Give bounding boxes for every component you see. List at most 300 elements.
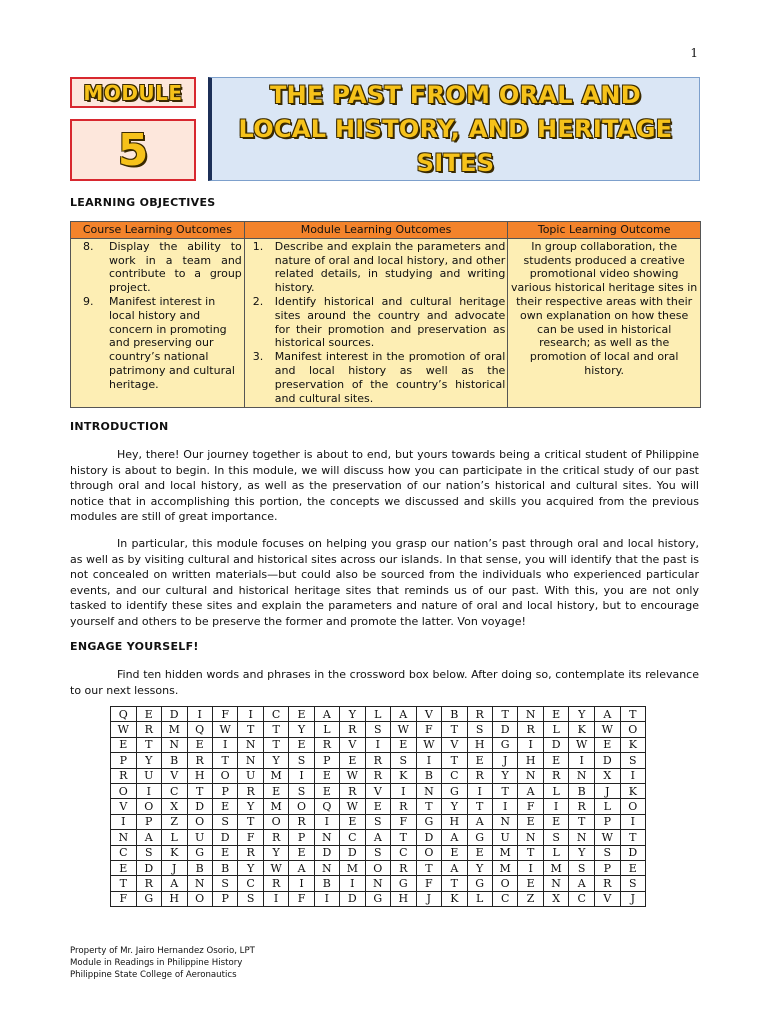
grid-letter[interactable]: F (289, 891, 314, 906)
grid-letter[interactable]: U (238, 768, 263, 783)
grid-row (111, 707, 646, 722)
grid-letter[interactable]: S (365, 845, 390, 860)
grid-letter[interactable]: I (518, 860, 543, 875)
grid-letter[interactable]: O (620, 799, 645, 814)
grid-letter[interactable]: G (390, 876, 416, 891)
grid-letter[interactable]: N (314, 830, 339, 845)
grid-letter[interactable]: Y (238, 860, 263, 875)
grid-letter[interactable]: I (340, 876, 366, 891)
grid-letter[interactable]: W (111, 722, 137, 737)
grid-letter[interactable]: R (263, 876, 289, 891)
grid-letter[interactable]: M (340, 860, 366, 875)
grid-letter[interactable]: D (620, 845, 645, 860)
grid-letter[interactable]: N (518, 830, 543, 845)
grid-letter[interactable]: C (569, 891, 595, 906)
grid-letter[interactable]: E (136, 707, 161, 722)
grid-letter[interactable]: I (365, 737, 390, 752)
grid-letter[interactable]: I (111, 814, 137, 829)
grid-letter[interactable]: N (543, 876, 569, 891)
grid-letter[interactable]: M (492, 845, 518, 860)
grid-letter[interactable]: E (467, 753, 492, 768)
grid-letter[interactable]: B (161, 753, 187, 768)
grid-letter[interactable]: S (238, 891, 263, 906)
grid-letter[interactable]: F (390, 814, 416, 829)
grid-letter[interactable]: O (289, 799, 314, 814)
grid-letter[interactable]: M (263, 768, 289, 783)
grid-letter[interactable]: O (416, 845, 442, 860)
grid-letter[interactable]: V (161, 768, 187, 783)
grid-letter[interactable]: Y (263, 845, 289, 860)
grid-letter[interactable]: R (595, 876, 621, 891)
grid-letter[interactable]: I (467, 783, 492, 798)
grid-letter[interactable]: H (161, 891, 187, 906)
grid-letter[interactable]: B (314, 876, 339, 891)
grid-letter[interactable]: I (289, 876, 314, 891)
grid-letter[interactable]: S (595, 845, 621, 860)
grid-letter[interactable]: R (543, 768, 569, 783)
grid-letter[interactable]: A (467, 814, 492, 829)
grid-letter[interactable]: B (569, 783, 595, 798)
grid-letter[interactable]: T (416, 860, 442, 875)
grid-letter[interactable]: O (492, 876, 518, 891)
grid-letter[interactable]: R (136, 876, 161, 891)
grid-letter[interactable]: B (442, 707, 467, 722)
grid-letter[interactable]: E (111, 737, 137, 752)
word-search-grid (110, 706, 646, 907)
grid-letter[interactable]: J (416, 891, 442, 906)
grid-letter[interactable]: U (187, 830, 212, 845)
grid-letter[interactable]: T (390, 830, 416, 845)
grid-letter[interactable]: E (289, 707, 314, 722)
grid-letter[interactable]: O (263, 814, 289, 829)
grid-letter[interactable]: E (543, 814, 569, 829)
engage-heading: ENGAGE YOURSELF! (70, 640, 199, 653)
grid-letter[interactable]: R (569, 799, 595, 814)
grid-letter[interactable]: F (212, 707, 238, 722)
grid-letter[interactable]: U (136, 768, 161, 783)
grid-letter[interactable]: C (442, 768, 467, 783)
grid-letter[interactable]: X (543, 891, 569, 906)
grid-letter[interactable]: A (314, 707, 339, 722)
grid-letter[interactable]: S (365, 814, 390, 829)
grid-letter[interactable]: I (314, 891, 339, 906)
grid-letter[interactable]: C (492, 891, 518, 906)
grid-letter[interactable]: D (416, 830, 442, 845)
grid-letter[interactable]: G (442, 783, 467, 798)
course-outcome-item: 9. Manifest interest in local history and concern in promoting and preserving our country’s national patrimony and cultural heritage. (83, 294, 235, 391)
grid-letter[interactable]: R (518, 722, 543, 737)
grid-letter[interactable]: E (518, 876, 543, 891)
grid-letter[interactable]: G (416, 814, 442, 829)
grid-letter[interactable]: J (161, 860, 187, 875)
grid-letter[interactable]: T (467, 799, 492, 814)
grid-letter[interactable]: O (111, 783, 137, 798)
grid-letter[interactable]: V (365, 783, 390, 798)
grid-letter[interactable]: T (492, 783, 518, 798)
grid-letter[interactable]: T (620, 707, 645, 722)
grid-letter[interactable]: Z (161, 814, 187, 829)
grid-letter[interactable]: V (416, 707, 442, 722)
grid-letter[interactable]: D (136, 860, 161, 875)
grid-letter[interactable]: S (620, 876, 645, 891)
grid-letter[interactable]: V (340, 737, 366, 752)
grid-letter[interactable]: Q (111, 707, 137, 722)
grid-letter[interactable]: S (289, 753, 314, 768)
grid-letter[interactable]: D (340, 845, 366, 860)
grid-letter[interactable]: R (365, 753, 390, 768)
grid-letter[interactable]: R (289, 814, 314, 829)
grid-letter[interactable]: H (442, 814, 467, 829)
grid-letter[interactable]: H (390, 891, 416, 906)
grid-letter[interactable]: O (365, 860, 390, 875)
grid-letter[interactable]: A (595, 707, 621, 722)
grid-letter[interactable]: S (289, 783, 314, 798)
grid-letter[interactable]: X (595, 768, 621, 783)
grid-letter[interactable]: Z (518, 891, 543, 906)
grid-letter[interactable]: S (365, 722, 390, 737)
grid-letter[interactable]: C (340, 830, 366, 845)
grid-letter[interactable]: C (238, 876, 263, 891)
grid-letter[interactable]: I (238, 707, 263, 722)
grid-letter[interactable]: P (595, 814, 621, 829)
grid-letter[interactable]: E (595, 737, 621, 752)
grid-letter[interactable]: T (442, 753, 467, 768)
grid-letter[interactable]: P (136, 814, 161, 829)
grid-letter[interactable]: K (569, 722, 595, 737)
module-title (239, 78, 673, 180)
grid-letter[interactable]: N (569, 830, 595, 845)
grid-letter[interactable]: V (442, 737, 467, 752)
learning-objectives-heading: LEARNING OBJECTIVES (70, 196, 216, 209)
grid-letter[interactable]: Y (263, 753, 289, 768)
grid-letter[interactable]: R (390, 799, 416, 814)
grid-letter[interactable]: S (212, 876, 238, 891)
grid-letter[interactable]: E (212, 845, 238, 860)
grid-letter[interactable]: E (111, 860, 137, 875)
module-label-box (70, 77, 196, 108)
grid-letter[interactable]: V (111, 799, 137, 814)
module-title-box (208, 77, 700, 181)
grid-letter[interactable]: G (467, 876, 492, 891)
grid-letter[interactable]: C (111, 845, 137, 860)
grid-letter[interactable]: N (518, 707, 543, 722)
module-outcome-item: 3. Manifest interest in the promotion of oral and local history as well as the preservation of the country’s historical and cultural sites. (252, 350, 506, 405)
grid-letter[interactable]: H (467, 737, 492, 752)
grid-letter[interactable]: J (595, 783, 621, 798)
grid-letter[interactable]: D (212, 830, 238, 845)
grid-letter[interactable]: M (492, 860, 518, 875)
grid-letter[interactable]: E (289, 845, 314, 860)
grid-letter[interactable]: I (569, 753, 595, 768)
grid-letter[interactable]: T (263, 737, 289, 752)
grid-letter[interactable]: N (569, 768, 595, 783)
grid-letter[interactable]: T (442, 876, 467, 891)
grid-letter[interactable]: V (595, 891, 621, 906)
grid-letter[interactable]: D (595, 753, 621, 768)
learning-outcomes-table (70, 221, 701, 408)
grid-letter[interactable]: I (289, 768, 314, 783)
grid-letter[interactable]: I (518, 737, 543, 752)
grid-letter[interactable]: C (263, 707, 289, 722)
grid-letter[interactable]: E (212, 799, 238, 814)
grid-letter[interactable]: F (416, 876, 442, 891)
grid-letter[interactable]: T (442, 722, 467, 737)
grid-letter[interactable]: I (263, 891, 289, 906)
grid-letter[interactable]: I (187, 707, 212, 722)
grid-letter[interactable]: R (390, 860, 416, 875)
grid-letter[interactable]: P (314, 753, 339, 768)
grid-letter[interactable]: R (263, 830, 289, 845)
grid-letter[interactable]: W (595, 830, 621, 845)
grid-letter[interactable]: J (492, 753, 518, 768)
grid-letter[interactable]: I (212, 737, 238, 752)
grid-letter[interactable]: E (289, 737, 314, 752)
grid-letter[interactable]: I (620, 768, 645, 783)
grid-row (111, 722, 646, 737)
grid-letter[interactable]: L (543, 722, 569, 737)
grid-letter[interactable]: S (390, 753, 416, 768)
grid-letter[interactable]: A (289, 860, 314, 875)
grid-letter[interactable]: R (238, 783, 263, 798)
grid-letter[interactable]: G (187, 845, 212, 860)
footer (70, 945, 255, 981)
grid-letter[interactable]: I (136, 783, 161, 798)
grid-letter[interactable]: R (187, 753, 212, 768)
grid-letter[interactable]: E (620, 860, 645, 875)
grid-letter[interactable]: E (442, 845, 467, 860)
grid-letter[interactable]: Q (187, 722, 212, 737)
introduction-paragraph: In particular, this module focuses on helping you grasp our nation’s past through oral and local history, as well as by visiting cultural and historical sites across our islands. In that sense, you will identify that the past is not concealed on written materials—but could also be sourced from the individuals who experienced particular events, and our cultural and historical heritage sites that reminds us of our past. With this, you are not only tasked to identify these sites and explain the parameters and nature of oral and local history, but to encourage yourself and others to be preserve the former and promote the latter. Von voyage! (70, 537, 699, 628)
grid-letter[interactable]: W (263, 860, 289, 875)
grid-letter[interactable]: E (543, 753, 569, 768)
grid-letter[interactable]: Q (314, 799, 339, 814)
grid-letter[interactable]: Y (467, 860, 492, 875)
grid-letter[interactable]: B (187, 860, 212, 875)
grid-letter[interactable]: D (187, 799, 212, 814)
grid-letter[interactable]: D (314, 845, 339, 860)
grid-letter[interactable]: W (390, 722, 416, 737)
grid-letter[interactable]: R (467, 707, 492, 722)
grid-letter[interactable]: N (238, 737, 263, 752)
grid-letter[interactable]: E (314, 783, 339, 798)
grid-letter[interactable]: T (238, 814, 263, 829)
grid-letter[interactable]: C (161, 783, 187, 798)
grid-letter[interactable]: P (289, 830, 314, 845)
grid-letter[interactable]: N (111, 830, 137, 845)
grid-row (111, 876, 646, 891)
grid-letter[interactable]: F (238, 830, 263, 845)
grid-letter[interactable]: N (492, 814, 518, 829)
topic-outcome-cell: In group collaboration, the students produced a creative promotional video showing various historical heritage sites in their respective areas with their own explanation on how these can be used in historical research; as well as the promotion of local and oral history. (508, 238, 701, 408)
grid-letter[interactable]: A (569, 876, 595, 891)
grid-letter[interactable]: Y (492, 768, 518, 783)
grid-letter[interactable]: T (518, 845, 543, 860)
grid-letter[interactable]: Y (289, 722, 314, 737)
grid-letter[interactable]: R (111, 768, 137, 783)
grid-letter[interactable]: P (212, 783, 238, 798)
grid-letter[interactable]: R (340, 783, 366, 798)
grid-row (111, 753, 646, 768)
grid-letter[interactable]: D (492, 722, 518, 737)
grid-letter[interactable]: H (518, 753, 543, 768)
grid-letter[interactable]: N (187, 876, 212, 891)
grid-letter[interactable]: L (365, 707, 390, 722)
grid-letter[interactable]: K (620, 783, 645, 798)
grid-letter[interactable]: W (340, 799, 366, 814)
grid-letter[interactable]: T (416, 799, 442, 814)
module-outcomes-cell (244, 238, 508, 408)
grid-letter[interactable]: T (569, 814, 595, 829)
grid-letter[interactable]: N (416, 783, 442, 798)
grid-letter[interactable]: N (365, 876, 390, 891)
grid-letter[interactable]: O (212, 768, 238, 783)
grid-letter[interactable]: M (161, 722, 187, 737)
engage-instruction: Find ten hidden words and phrases in the crossword box below. After doing so, contemplate its relevance to our next lessons. (70, 668, 699, 697)
grid-row (111, 783, 646, 798)
grid-letter[interactable]: T (492, 707, 518, 722)
grid-letter[interactable]: A (390, 707, 416, 722)
grid-letter[interactable]: I (390, 783, 416, 798)
grid-letter[interactable]: D (340, 891, 366, 906)
grid-letter[interactable]: B (212, 860, 238, 875)
grid-letter[interactable]: G (492, 737, 518, 752)
grid-letter[interactable]: I (314, 814, 339, 829)
grid-letter[interactable]: S (212, 814, 238, 829)
grid-letter[interactable]: N (161, 737, 187, 752)
grid-letter[interactable]: A (365, 830, 390, 845)
grid-letter[interactable]: N (518, 768, 543, 783)
grid-letter[interactable]: T (620, 830, 645, 845)
grid-letter[interactable]: F (518, 799, 543, 814)
grid-letter[interactable]: P (111, 753, 137, 768)
grid-letter[interactable]: S (467, 722, 492, 737)
grid-letter[interactable]: T (263, 722, 289, 737)
grid-letter[interactable]: N (238, 753, 263, 768)
grid-row (111, 845, 646, 860)
grid-letter[interactable]: E (467, 845, 492, 860)
grid-letter[interactable]: Y (136, 753, 161, 768)
grid-letter[interactable]: K (442, 891, 467, 906)
grid-letter[interactable]: O (187, 814, 212, 829)
grid-letter[interactable]: T (111, 876, 137, 891)
grid-letter[interactable]: S (543, 830, 569, 845)
grid-letter[interactable]: G (467, 830, 492, 845)
grid-letter[interactable]: P (212, 891, 238, 906)
grid-letter[interactable]: R (467, 768, 492, 783)
grid-letter[interactable]: I (492, 799, 518, 814)
grid-letter[interactable]: E (390, 737, 416, 752)
grid-letter[interactable]: T (238, 722, 263, 737)
grid-letter[interactable]: J (620, 891, 645, 906)
grid-letter[interactable]: I (543, 799, 569, 814)
grid-letter[interactable]: R (365, 768, 390, 783)
grid-letter[interactable]: R (314, 737, 339, 752)
grid-letter[interactable]: B (416, 768, 442, 783)
grid-letter[interactable]: K (161, 845, 187, 860)
grid-letter[interactable]: M (263, 799, 289, 814)
grid-letter[interactable]: M (543, 860, 569, 875)
grid-letter[interactable]: X (161, 799, 187, 814)
grid-letter[interactable]: A (161, 876, 187, 891)
grid-letter[interactable]: I (620, 814, 645, 829)
grid-letter[interactable]: W (212, 722, 238, 737)
grid-letter[interactable]: R (136, 722, 161, 737)
grid-letter[interactable]: A (442, 860, 467, 875)
grid-letter[interactable]: E (340, 814, 366, 829)
grid-row (111, 860, 646, 875)
course-outcome-item: 8. Display the ability to work in a team and contribute to a group project. (83, 239, 242, 295)
grid-letter[interactable]: E (314, 768, 339, 783)
grid-letter[interactable]: T (187, 783, 212, 798)
grid-letter[interactable]: L (543, 845, 569, 860)
grid-letter[interactable]: F (111, 891, 137, 906)
grid-letter[interactable]: O (620, 722, 645, 737)
grid-letter[interactable]: W (569, 737, 595, 752)
grid-letter[interactable]: W (416, 737, 442, 752)
grid-letter[interactable]: O (187, 891, 212, 906)
grid-letter[interactable]: S (136, 845, 161, 860)
grid-letter[interactable]: L (467, 891, 492, 906)
grid-letter[interactable]: A (518, 783, 543, 798)
grid-letter[interactable]: R (340, 722, 366, 737)
grid-letter[interactable]: I (416, 753, 442, 768)
grid-letter[interactable]: T (136, 737, 161, 752)
grid-letter[interactable]: F (416, 722, 442, 737)
grid-letter[interactable]: U (492, 830, 518, 845)
grid-letter[interactable]: C (390, 845, 416, 860)
grid-row (111, 891, 646, 906)
grid-letter[interactable]: Y (569, 845, 595, 860)
grid-letter[interactable]: S (620, 753, 645, 768)
grid-letter[interactable]: Y (569, 707, 595, 722)
grid-letter[interactable]: E (263, 783, 289, 798)
grid-letter[interactable]: R (238, 845, 263, 860)
grid-letter[interactable]: L (161, 830, 187, 845)
grid-letter[interactable]: E (518, 814, 543, 829)
grid-letter[interactable]: N (314, 860, 339, 875)
grid-letter[interactable]: L (595, 799, 621, 814)
grid-letter[interactable]: T (212, 753, 238, 768)
grid-letter[interactable]: G (365, 891, 390, 906)
grid-letter[interactable]: W (340, 768, 366, 783)
module-title-line: THE PAST FROM ORAL AND (270, 81, 641, 109)
grid-letter[interactable]: E (365, 799, 390, 814)
grid-letter[interactable]: A (136, 830, 161, 845)
grid-letter[interactable]: A (442, 830, 467, 845)
grid-letter[interactable]: K (620, 737, 645, 752)
grid-letter[interactable]: Y (442, 799, 467, 814)
grid-letter[interactable]: D (161, 707, 187, 722)
grid-letter[interactable]: P (595, 860, 621, 875)
grid-letter[interactable]: K (390, 768, 416, 783)
grid-letter[interactable]: E (543, 707, 569, 722)
grid-letter[interactable]: O (136, 799, 161, 814)
grid-letter[interactable]: D (543, 737, 569, 752)
grid-letter[interactable]: L (543, 783, 569, 798)
grid-letter[interactable]: E (187, 737, 212, 752)
grid-letter[interactable]: E (340, 753, 366, 768)
grid-letter[interactable]: S (569, 860, 595, 875)
grid-letter[interactable]: Y (340, 707, 366, 722)
grid-letter[interactable]: H (187, 768, 212, 783)
grid-letter[interactable]: Y (238, 799, 263, 814)
grid-letter[interactable]: L (314, 722, 339, 737)
grid-row (111, 768, 646, 783)
grid-letter[interactable]: W (595, 722, 621, 737)
grid-letter[interactable]: G (136, 891, 161, 906)
grid-row (111, 830, 646, 845)
module-title-line: SITES (416, 149, 495, 177)
